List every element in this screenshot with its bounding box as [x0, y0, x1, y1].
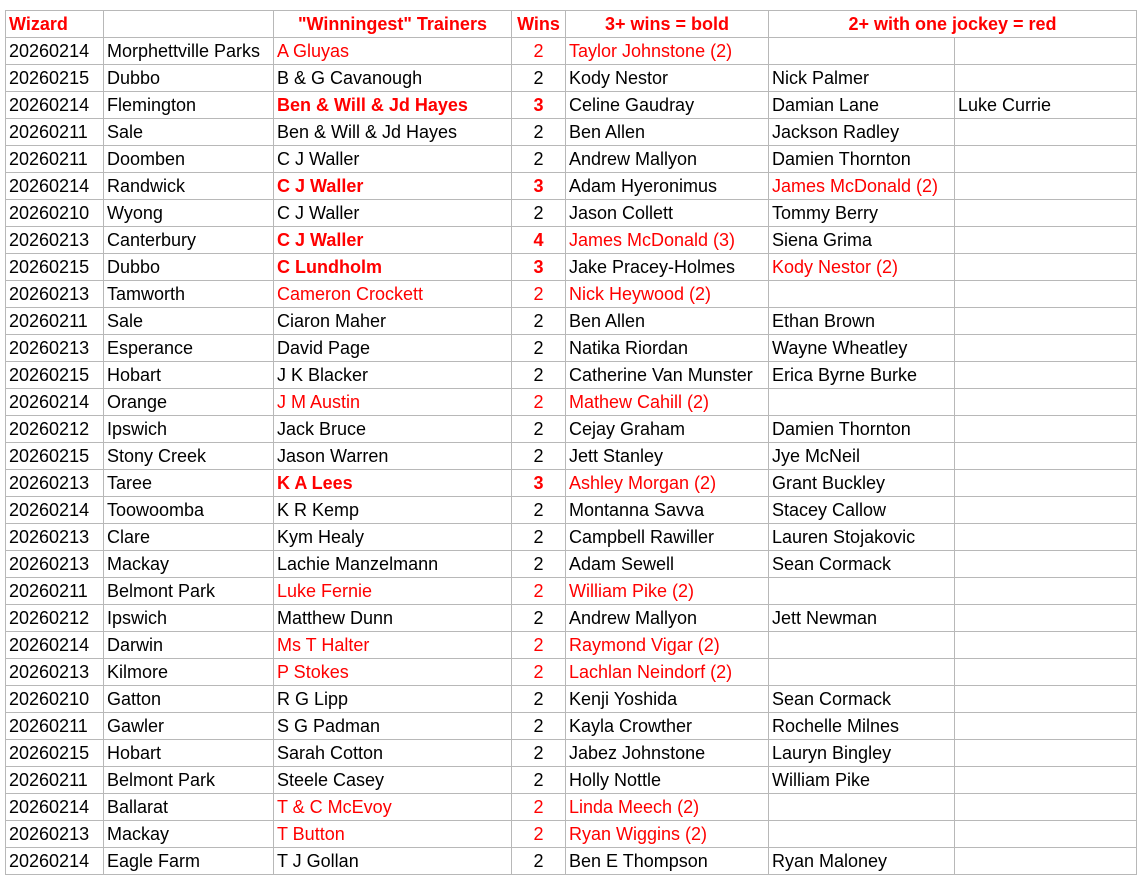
- table-row: [6, 389, 1137, 416]
- wins-cell[interactable]: 2: [512, 605, 566, 632]
- jockey-cell[interactable]: [769, 578, 955, 605]
- jockey-cell[interactable]: Damien Thornton: [769, 416, 955, 443]
- venue-cell[interactable]: Tamworth: [104, 281, 274, 308]
- jockey-cell[interactable]: Jabez Johnstone: [566, 740, 769, 767]
- table-row: [6, 281, 1137, 308]
- jockey-cell[interactable]: [955, 497, 1137, 524]
- date-cell[interactable]: 20260211: [6, 308, 104, 335]
- jockey-cell[interactable]: William Pike: [769, 767, 955, 794]
- trainer-cell[interactable]: Cameron Crockett: [274, 281, 512, 308]
- date-cell[interactable]: 20260210: [6, 686, 104, 713]
- date-cell[interactable]: 20260215: [6, 443, 104, 470]
- table-row: [6, 713, 1137, 740]
- results-table: [5, 10, 1137, 875]
- jockey-cell[interactable]: Natika Riordan: [566, 335, 769, 362]
- venue-cell[interactable]: Sale: [104, 119, 274, 146]
- venue-cell[interactable]: Toowoomba: [104, 497, 274, 524]
- jockey-cell[interactable]: Grant Buckley: [769, 470, 955, 497]
- jockey-cell[interactable]: [955, 227, 1137, 254]
- date-cell[interactable]: 20260213: [6, 281, 104, 308]
- jockey-cell[interactable]: Ethan Brown: [769, 308, 955, 335]
- jockey-cell[interactable]: Stacey Callow: [769, 497, 955, 524]
- venue-cell[interactable]: Kilmore: [104, 659, 274, 686]
- table-row: [6, 227, 1137, 254]
- date-cell[interactable]: 20260210: [6, 200, 104, 227]
- jockey-cell[interactable]: Nick Heywood (2): [566, 281, 769, 308]
- venue-cell[interactable]: Belmont Park: [104, 578, 274, 605]
- jockey-cell[interactable]: [955, 146, 1137, 173]
- wins-cell[interactable]: 2: [512, 65, 566, 92]
- table-row: [6, 605, 1137, 632]
- jockey-cell[interactable]: [955, 119, 1137, 146]
- jockey-cell[interactable]: [955, 362, 1137, 389]
- wins-cell[interactable]: 3: [512, 92, 566, 119]
- venue-cell[interactable]: Clare: [104, 524, 274, 551]
- table-row: [6, 497, 1137, 524]
- table-row: [6, 794, 1137, 821]
- date-cell[interactable]: 20260213: [6, 227, 104, 254]
- date-cell[interactable]: 20260211: [6, 767, 104, 794]
- jockey-cell[interactable]: Adam Hyeronimus: [566, 173, 769, 200]
- trainer-cell[interactable]: K A Lees: [274, 470, 512, 497]
- jockey-cell[interactable]: Sean Cormack: [769, 551, 955, 578]
- wins-cell[interactable]: 3: [512, 470, 566, 497]
- venue-cell[interactable]: Randwick: [104, 173, 274, 200]
- table-row: [6, 578, 1137, 605]
- jockey-cell[interactable]: Wayne Wheatley: [769, 335, 955, 362]
- venue-cell[interactable]: Dubbo: [104, 65, 274, 92]
- venue-cell[interactable]: Orange: [104, 389, 274, 416]
- jockey-cell[interactable]: Taylor Johnstone (2): [566, 38, 769, 65]
- jockey-cell[interactable]: [769, 659, 955, 686]
- date-cell[interactable]: 20260214: [6, 38, 104, 65]
- table-body: [6, 38, 1137, 875]
- wins-cell[interactable]: 3: [512, 254, 566, 281]
- header-wins[interactable]: Wins: [512, 11, 566, 38]
- jockey-cell[interactable]: Holly Nottle: [566, 767, 769, 794]
- header-red-rule[interactable]: 2+ with one jockey = red: [769, 11, 1137, 38]
- jockey-cell[interactable]: [955, 821, 1137, 848]
- date-cell[interactable]: 20260213: [6, 551, 104, 578]
- jockey-cell[interactable]: Jason Collett: [566, 200, 769, 227]
- table-row: [6, 767, 1137, 794]
- trainer-cell[interactable]: A Gluyas: [274, 38, 512, 65]
- trainer-cell[interactable]: K R Kemp: [274, 497, 512, 524]
- trainer-cell[interactable]: B & G Cavanough: [274, 65, 512, 92]
- date-cell[interactable]: 20260215: [6, 362, 104, 389]
- trainer-cell[interactable]: Ms T Halter: [274, 632, 512, 659]
- wins-cell[interactable]: 3: [512, 173, 566, 200]
- date-cell[interactable]: 20260214: [6, 497, 104, 524]
- venue-cell[interactable]: Dubbo: [104, 254, 274, 281]
- table-row: [6, 200, 1137, 227]
- table-row: [6, 146, 1137, 173]
- jockey-cell[interactable]: Jett Newman: [769, 605, 955, 632]
- venue-cell[interactable]: Flemington: [104, 92, 274, 119]
- venue-cell[interactable]: Gawler: [104, 713, 274, 740]
- table-row: [6, 470, 1137, 497]
- table-row: [6, 254, 1137, 281]
- table-row: [6, 551, 1137, 578]
- trainer-cell[interactable]: Ciaron Maher: [274, 308, 512, 335]
- venue-cell[interactable]: Stony Creek: [104, 443, 274, 470]
- date-cell[interactable]: 20260213: [6, 821, 104, 848]
- jockey-cell[interactable]: Andrew Mallyon: [566, 146, 769, 173]
- date-cell[interactable]: 20260211: [6, 713, 104, 740]
- date-cell[interactable]: 20260211: [6, 146, 104, 173]
- header-wizard[interactable]: Wizard: [6, 11, 104, 38]
- table-row: [6, 443, 1137, 470]
- jockey-cell[interactable]: Erica Byrne Burke: [769, 362, 955, 389]
- venue-cell[interactable]: Hobart: [104, 362, 274, 389]
- wins-cell[interactable]: 2: [512, 281, 566, 308]
- table-row: [6, 38, 1137, 65]
- jockey-cell[interactable]: Rochelle Milnes: [769, 713, 955, 740]
- wins-cell[interactable]: 2: [512, 524, 566, 551]
- jockey-cell[interactable]: [955, 416, 1137, 443]
- jockey-cell[interactable]: Siena Grima: [769, 227, 955, 254]
- wins-cell[interactable]: 2: [512, 632, 566, 659]
- header-row: [6, 11, 1137, 38]
- date-cell[interactable]: 20260215: [6, 65, 104, 92]
- jockey-cell[interactable]: Lauryn Bingley: [769, 740, 955, 767]
- jockey-cell[interactable]: William Pike (2): [566, 578, 769, 605]
- venue-cell[interactable]: Canterbury: [104, 227, 274, 254]
- trainer-cell[interactable]: S G Padman: [274, 713, 512, 740]
- jockey-cell[interactable]: Raymond Vigar (2): [566, 632, 769, 659]
- trainer-cell[interactable]: J K Blacker: [274, 362, 512, 389]
- jockey-cell[interactable]: Montanna Savva: [566, 497, 769, 524]
- trainer-cell[interactable]: J M Austin: [274, 389, 512, 416]
- venue-cell[interactable]: Taree: [104, 470, 274, 497]
- jockey-cell[interactable]: [955, 686, 1137, 713]
- trainer-cell[interactable]: C J Waller: [274, 146, 512, 173]
- date-cell[interactable]: 20260212: [6, 605, 104, 632]
- venue-cell[interactable]: Eagle Farm: [104, 848, 274, 875]
- wins-cell[interactable]: 2: [512, 767, 566, 794]
- date-cell[interactable]: 20260214: [6, 848, 104, 875]
- wins-cell[interactable]: 2: [512, 38, 566, 65]
- table-row: [6, 65, 1137, 92]
- jockey-cell[interactable]: James McDonald (2): [769, 173, 955, 200]
- date-cell[interactable]: 20260213: [6, 659, 104, 686]
- jockey-cell[interactable]: Linda Meech (2): [566, 794, 769, 821]
- date-cell[interactable]: 20260215: [6, 254, 104, 281]
- table-row: [6, 821, 1137, 848]
- jockey-cell[interactable]: Jake Pracey-Holmes: [566, 254, 769, 281]
- jockey-cell[interactable]: Ryan Wiggins (2): [566, 821, 769, 848]
- wins-cell[interactable]: 2: [512, 119, 566, 146]
- jockey-cell[interactable]: [769, 794, 955, 821]
- trainer-cell[interactable]: R G Lipp: [274, 686, 512, 713]
- table-row: [6, 362, 1137, 389]
- venue-cell[interactable]: Hobart: [104, 740, 274, 767]
- jockey-cell[interactable]: Adam Sewell: [566, 551, 769, 578]
- jockey-cell[interactable]: Jackson Radley: [769, 119, 955, 146]
- table-row: [6, 416, 1137, 443]
- trainer-cell[interactable]: Jack Bruce: [274, 416, 512, 443]
- jockey-cell[interactable]: Cejay Graham: [566, 416, 769, 443]
- wins-cell[interactable]: 2: [512, 659, 566, 686]
- jockey-cell[interactable]: [955, 848, 1137, 875]
- trainer-cell[interactable]: Matthew Dunn: [274, 605, 512, 632]
- trainer-cell[interactable]: Luke Fernie: [274, 578, 512, 605]
- trainer-cell[interactable]: C J Waller: [274, 173, 512, 200]
- wins-cell[interactable]: 4: [512, 227, 566, 254]
- venue-cell[interactable]: Ballarat: [104, 794, 274, 821]
- date-cell[interactable]: 20260212: [6, 416, 104, 443]
- trainer-cell[interactable]: C J Waller: [274, 227, 512, 254]
- trainer-cell[interactable]: Steele Casey: [274, 767, 512, 794]
- jockey-cell[interactable]: Celine Gaudray: [566, 92, 769, 119]
- jockey-cell[interactable]: Lauren Stojakovic: [769, 524, 955, 551]
- wins-cell[interactable]: 2: [512, 794, 566, 821]
- date-cell[interactable]: 20260215: [6, 740, 104, 767]
- jockey-cell[interactable]: Ashley Morgan (2): [566, 470, 769, 497]
- date-cell[interactable]: 20260214: [6, 632, 104, 659]
- trainer-cell[interactable]: Kym Healy: [274, 524, 512, 551]
- trainer-cell[interactable]: Ben & Will & Jd Hayes: [274, 119, 512, 146]
- wins-cell[interactable]: 2: [512, 389, 566, 416]
- wins-cell[interactable]: 2: [512, 443, 566, 470]
- jockey-cell[interactable]: [955, 281, 1137, 308]
- jockey-cell[interactable]: [955, 713, 1137, 740]
- venue-cell[interactable]: Darwin: [104, 632, 274, 659]
- jockey-cell[interactable]: Tommy Berry: [769, 200, 955, 227]
- jockey-cell[interactable]: [769, 389, 955, 416]
- jockey-cell[interactable]: Jett Stanley: [566, 443, 769, 470]
- wins-cell[interactable]: 2: [512, 713, 566, 740]
- jockey-cell[interactable]: [955, 794, 1137, 821]
- trainer-cell[interactable]: C J Waller: [274, 200, 512, 227]
- trainer-cell[interactable]: Lachie Manzelmann: [274, 551, 512, 578]
- venue-cell[interactable]: Mackay: [104, 551, 274, 578]
- wins-cell[interactable]: 2: [512, 497, 566, 524]
- date-cell[interactable]: 20260213: [6, 470, 104, 497]
- table-row: [6, 632, 1137, 659]
- table-row: [6, 659, 1137, 686]
- wins-cell[interactable]: 2: [512, 551, 566, 578]
- wins-cell[interactable]: 2: [512, 308, 566, 335]
- jockey-cell[interactable]: [955, 767, 1137, 794]
- date-cell[interactable]: 20260211: [6, 578, 104, 605]
- jockey-cell[interactable]: [955, 470, 1137, 497]
- jockey-cell[interactable]: Kayla Crowther: [566, 713, 769, 740]
- trainer-cell[interactable]: Jason Warren: [274, 443, 512, 470]
- jockey-cell[interactable]: Damien Thornton: [769, 146, 955, 173]
- jockey-cell[interactable]: Ryan Maloney: [769, 848, 955, 875]
- header-bold-rule[interactable]: 3+ wins = bold: [566, 11, 769, 38]
- jockey-cell[interactable]: Nick Palmer: [769, 65, 955, 92]
- jockey-cell[interactable]: [955, 632, 1137, 659]
- table-row: [6, 524, 1137, 551]
- venue-cell[interactable]: Doomben: [104, 146, 274, 173]
- jockey-cell[interactable]: Lachlan Neindorf (2): [566, 659, 769, 686]
- table-row: [6, 173, 1137, 200]
- jockey-cell[interactable]: Ben Allen: [566, 308, 769, 335]
- venue-cell[interactable]: Wyong: [104, 200, 274, 227]
- jockey-cell[interactable]: [955, 740, 1137, 767]
- trainer-cell[interactable]: T J Gollan: [274, 848, 512, 875]
- jockey-cell[interactable]: [955, 578, 1137, 605]
- jockey-cell[interactable]: James McDonald (3): [566, 227, 769, 254]
- jockey-cell[interactable]: Damian Lane: [769, 92, 955, 119]
- wins-cell[interactable]: 2: [512, 416, 566, 443]
- jockey-cell[interactable]: [769, 632, 955, 659]
- jockey-cell[interactable]: [769, 821, 955, 848]
- table-row: [6, 119, 1137, 146]
- jockey-cell[interactable]: [955, 389, 1137, 416]
- wins-cell[interactable]: 2: [512, 146, 566, 173]
- date-cell[interactable]: 20260213: [6, 524, 104, 551]
- table-row: [6, 335, 1137, 362]
- jockey-cell[interactable]: [955, 335, 1137, 362]
- jockey-cell[interactable]: [955, 254, 1137, 281]
- table-row: [6, 686, 1137, 713]
- table-row: [6, 92, 1137, 119]
- date-cell[interactable]: 20260214: [6, 389, 104, 416]
- date-cell[interactable]: 20260214: [6, 92, 104, 119]
- jockey-cell[interactable]: Kody Nestor (2): [769, 254, 955, 281]
- jockey-cell[interactable]: [955, 443, 1137, 470]
- venue-cell[interactable]: Gatton: [104, 686, 274, 713]
- venue-cell[interactable]: Esperance: [104, 335, 274, 362]
- venue-cell[interactable]: Ipswich: [104, 416, 274, 443]
- wins-cell[interactable]: 2: [512, 362, 566, 389]
- jockey-cell[interactable]: [769, 38, 955, 65]
- jockey-cell[interactable]: [955, 38, 1137, 65]
- table-row: [6, 848, 1137, 875]
- jockey-cell[interactable]: Mathew Cahill (2): [566, 389, 769, 416]
- trainer-cell[interactable]: T Button: [274, 821, 512, 848]
- venue-cell[interactable]: Sale: [104, 308, 274, 335]
- table-row: [6, 308, 1137, 335]
- jockey-cell[interactable]: Sean Cormack: [769, 686, 955, 713]
- jockey-cell[interactable]: [955, 605, 1137, 632]
- wins-cell[interactable]: 2: [512, 821, 566, 848]
- jockey-cell[interactable]: [955, 551, 1137, 578]
- trainer-cell[interactable]: T & C McEvoy: [274, 794, 512, 821]
- date-cell[interactable]: 20260214: [6, 173, 104, 200]
- jockey-cell[interactable]: Ben Allen: [566, 119, 769, 146]
- trainer-cell[interactable]: Ben & Will & Jd Hayes: [274, 92, 512, 119]
- jockey-cell[interactable]: Campbell Rawiller: [566, 524, 769, 551]
- wins-cell[interactable]: 2: [512, 335, 566, 362]
- date-cell[interactable]: 20260213: [6, 335, 104, 362]
- date-cell[interactable]: 20260211: [6, 119, 104, 146]
- venue-cell[interactable]: Ipswich: [104, 605, 274, 632]
- jockey-cell[interactable]: Kenji Yoshida: [566, 686, 769, 713]
- venue-cell[interactable]: Belmont Park: [104, 767, 274, 794]
- jockey-cell[interactable]: [955, 524, 1137, 551]
- header-venue[interactable]: [104, 11, 274, 38]
- jockey-cell[interactable]: [769, 281, 955, 308]
- table-row: [6, 740, 1137, 767]
- trainer-cell[interactable]: Sarah Cotton: [274, 740, 512, 767]
- jockey-cell[interactable]: [955, 65, 1137, 92]
- date-cell[interactable]: 20260214: [6, 794, 104, 821]
- venue-cell[interactable]: Morphettville Parks: [104, 38, 274, 65]
- wins-cell[interactable]: 2: [512, 578, 566, 605]
- trainer-cell[interactable]: C Lundholm: [274, 254, 512, 281]
- jockey-cell[interactable]: Catherine Van Munster: [566, 362, 769, 389]
- wins-cell[interactable]: 2: [512, 848, 566, 875]
- jockey-cell[interactable]: [955, 200, 1137, 227]
- jockey-cell[interactable]: Kody Nestor: [566, 65, 769, 92]
- wins-cell[interactable]: 2: [512, 686, 566, 713]
- jockey-cell[interactable]: Luke Currie: [955, 92, 1137, 119]
- trainer-cell[interactable]: P Stokes: [274, 659, 512, 686]
- wins-cell[interactable]: 2: [512, 740, 566, 767]
- jockey-cell[interactable]: [955, 659, 1137, 686]
- jockey-cell[interactable]: Jye McNeil: [769, 443, 955, 470]
- wins-cell[interactable]: 2: [512, 200, 566, 227]
- jockey-cell[interactable]: [955, 173, 1137, 200]
- jockey-cell[interactable]: [955, 308, 1137, 335]
- trainer-cell[interactable]: David Page: [274, 335, 512, 362]
- venue-cell[interactable]: Mackay: [104, 821, 274, 848]
- jockey-cell[interactable]: Ben E Thompson: [566, 848, 769, 875]
- jockey-cell[interactable]: Andrew Mallyon: [566, 605, 769, 632]
- header-trainers[interactable]: "Winningest" Trainers: [274, 11, 512, 38]
